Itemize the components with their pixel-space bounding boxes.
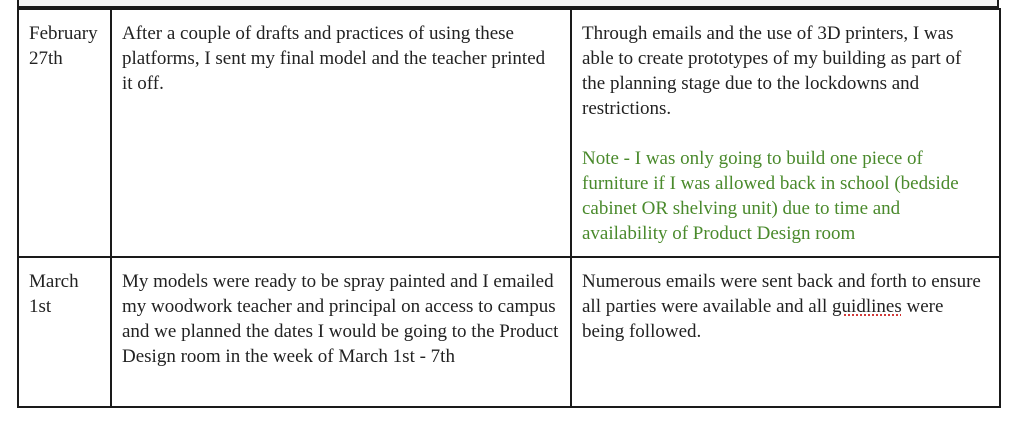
highlight-note-text: Note - I was only going to build one piece of furniture if I was allowed back in school (bedside cabinet OR shelving unit) due to time and availability of Product Design room bbox=[582, 148, 959, 244]
table-row bbox=[18, 257, 1000, 407]
date-cell[interactable] bbox=[18, 9, 111, 257]
table-row bbox=[18, 9, 1000, 257]
activity-log-table bbox=[17, 8, 1001, 408]
description-text: My models were ready to be spray painted and I emailed my woodwork teacher and principal on access to campus and we planned the dates I would be going to the Product Design room in the week of March 1st - 7th bbox=[122, 271, 559, 367]
notes-text-end: were being followed. bbox=[582, 296, 944, 342]
date-text: February 27th bbox=[29, 23, 98, 69]
description-text: After a couple of drafts and practices of using these platforms, I sent my final model and the teacher printed it off. bbox=[122, 23, 546, 94]
notes-cell[interactable] bbox=[571, 257, 1000, 407]
date-cell[interactable] bbox=[18, 257, 111, 407]
notes-cell[interactable] bbox=[571, 9, 1000, 257]
notes-text: Through emails and the use of 3D printers, I was able to create prototypes of my building as part of the planning stage due to the lockdowns and restrictions. bbox=[582, 23, 962, 119]
spellcheck-flagged-word[interactable]: guidlines bbox=[832, 296, 902, 317]
notes-text-start: Numerous emails were sent back and forth to ensure all parties were available and all bbox=[582, 271, 981, 317]
table-top-edge bbox=[17, 0, 999, 8]
description-cell[interactable] bbox=[111, 257, 571, 407]
date-text: March 1st bbox=[29, 271, 79, 317]
description-cell[interactable] bbox=[111, 9, 571, 257]
